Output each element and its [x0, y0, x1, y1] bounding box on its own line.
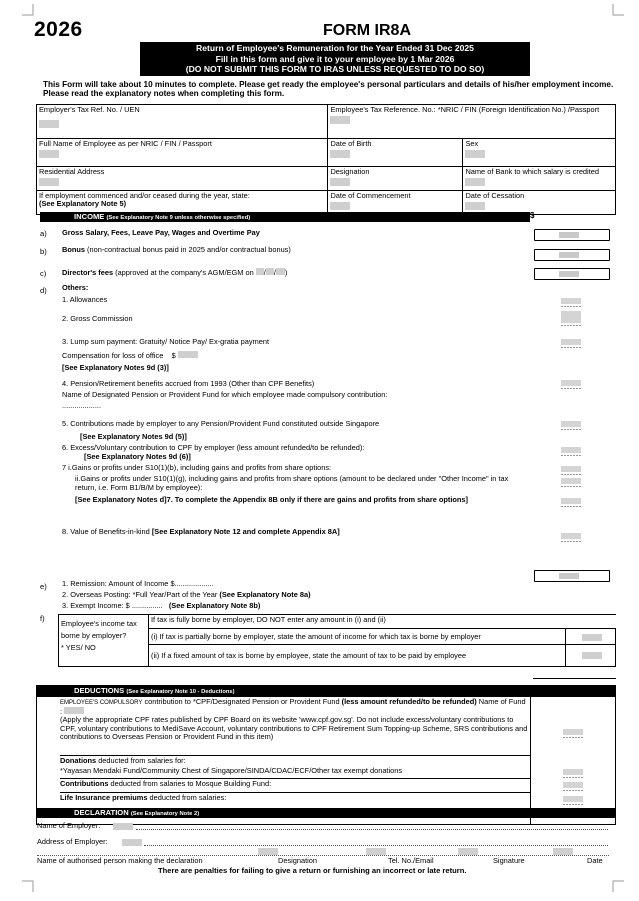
life-bold: Life Insurance premiums — [60, 793, 148, 802]
designation-label: Designation — [330, 167, 370, 176]
tax-fixed-amount[interactable] — [566, 645, 616, 667]
agm-day-field[interactable] — [256, 268, 264, 275]
item-e1-label[interactable]: 1. Remission: Amount of Income $................... — [62, 579, 214, 588]
item-e3-note: (See Explanatory Note 8b) — [168, 601, 261, 610]
item-a-amount[interactable] — [534, 229, 610, 241]
tax-fully-borne-cell — [149, 615, 616, 629]
income-header — [40, 212, 530, 222]
item-e-letter: e) — [40, 582, 47, 591]
date-sign-field[interactable] — [553, 848, 573, 855]
auth-name-label: Name of authorised person making the declaration — [37, 856, 203, 865]
mosque-amount[interactable] — [563, 782, 583, 791]
employer-name-label: Name of Employer: — [37, 821, 101, 830]
corner-mark-bottom-right — [612, 880, 624, 892]
tax-fixed-text: (ii) If a fixed amount of tax is borne by employee, state the amount of tax to be paid by employee — [151, 650, 467, 660]
auth-tel-label: Tel. No./Email — [388, 856, 434, 865]
declaration-header — [36, 808, 616, 818]
form-title: FORM IR8A — [323, 22, 411, 39]
item-e3-text[interactable]: 3. Exempt Income: $ ............... — [62, 601, 163, 610]
item-d1-amount[interactable] — [561, 298, 581, 307]
cpf-lead: EMPLOYEE'S COMPULSORY — [60, 700, 143, 706]
banner-line-3: (DO NOT SUBMIT THIS FORM TO IRAS UNLESS REQUESTED TO DO SO) — [185, 64, 485, 75]
cpf-amount[interactable] — [563, 729, 583, 738]
banner-line-2: Fill in this form and give it to your employee by 1 Mar 2026 — [215, 53, 455, 64]
item-d3-label: 3. Lump sum payment: Gratuity/ Notice Pay/ Ex-gratia payment — [62, 337, 270, 346]
form-banner — [140, 42, 530, 76]
item-d4-fund: Name of Designated Pension or Provident Fund for which employee made compulsory contribution: — [62, 390, 388, 399]
item-d8-amount[interactable] — [561, 533, 581, 542]
full-name-label: Full Name of Employee as per NRIC / FIN / Passport — [39, 139, 212, 148]
employer-tax-ref-label: Employer's Tax Ref. No. / UEN — [39, 105, 140, 114]
address-cell[interactable] — [37, 167, 328, 191]
tax-fixed-cell — [149, 645, 566, 667]
commencement-label: Date of Commencement — [330, 190, 411, 200]
employer-address-line[interactable] — [144, 845, 608, 846]
life-insurance-text — [60, 794, 226, 803]
item-f-letter: f) — [40, 614, 45, 623]
commencement-cell[interactable] — [328, 190, 463, 214]
address-label: Residential Address — [39, 167, 105, 176]
agm-year-field[interactable] — [276, 268, 285, 275]
bank-cell[interactable] — [463, 167, 616, 191]
item-d8-text: 8. Value of Benefits-in-kind — [62, 527, 150, 536]
dob-label: Date of Birth — [330, 139, 372, 148]
item-d3-comp — [62, 351, 198, 361]
designation-cell[interactable] — [328, 167, 463, 191]
designation-sign-field[interactable] — [258, 848, 278, 855]
item-d7ii-amount[interactable] — [561, 478, 581, 487]
item-d8-note: [See Explanatory Note 12 and complete Appendix 8A] — [151, 527, 340, 536]
item-d6-note: [See Explanatory Notes 9d (6)] — [84, 452, 191, 461]
tax-borne-yesno[interactable]: * YES/ NO — [61, 643, 96, 652]
item-b-bold: Bonus — [62, 245, 85, 254]
cessation-cell[interactable] — [463, 190, 616, 214]
item-d2-amount[interactable] — [561, 317, 581, 326]
item-d3-comp-field[interactable] — [178, 351, 198, 358]
employee-tax-ref-cell[interactable] — [328, 105, 616, 139]
item-d1-label: 1. Allowances — [62, 295, 108, 304]
commenced-note: (See Explanatory Note 5) — [39, 199, 127, 209]
sex-label: Sex — [465, 139, 479, 148]
item-b-label — [62, 246, 291, 255]
employee-tax-ref-field[interactable] — [330, 116, 350, 124]
dob-field[interactable] — [330, 150, 350, 158]
item-c-letter: c) — [40, 269, 47, 278]
donations-rest: deducted from salaries for: — [96, 756, 186, 765]
employer-name-line[interactable] — [136, 829, 608, 830]
income-currency: $ — [530, 211, 535, 220]
employee-tax-ref-label: Employee's Tax Reference. No.: *NRIC / FIN (Foreign Identification No.) /Passport — [330, 105, 600, 114]
declaration-header-title: DECLARATION — [74, 808, 129, 817]
item-e2-note: (See Explanatory Note 8a) — [219, 590, 311, 599]
dob-cell[interactable] — [328, 139, 463, 167]
corner-mark-top-left — [22, 4, 34, 16]
contrib-bold: Contributions — [60, 779, 109, 788]
full-name-field[interactable] — [39, 150, 59, 158]
cpf-contribution-text — [60, 698, 528, 741]
commenced-cell — [37, 190, 328, 214]
employer-name-field[interactable] — [113, 823, 133, 830]
auth-designation-label: Designation — [278, 856, 318, 865]
cpf-fund-field[interactable] — [64, 707, 84, 714]
corner-mark-top-right — [612, 4, 624, 16]
mosque-contribution-text — [60, 780, 271, 789]
item-e2-label — [62, 591, 311, 600]
employer-address-label: Address of Employer: — [37, 837, 108, 846]
item-d3-note: [See Explanatory Notes 9d (3)] — [62, 363, 169, 372]
donations-list: *Yayasan Mendaki Fund/Community Chest of Singapore/SINDA/CDAC/ECF/Other tax exempt donations — [60, 766, 403, 775]
item-d5-label: 5. Contributions made by employer to any Pension/Provident Fund constituted outside Singapore — [62, 419, 380, 428]
donations-amount[interactable] — [563, 769, 583, 778]
item-d8-label — [62, 528, 340, 537]
bank-label: Name of Bank to which salary is credited — [465, 167, 599, 176]
item-c-bold: Director's fees — [62, 268, 114, 277]
life-insurance-amount[interactable] — [563, 796, 583, 805]
item-d4-dots[interactable]: ................... — [62, 401, 102, 410]
item-b-amount[interactable] — [534, 249, 610, 261]
tax-borne-label-cell — [59, 615, 149, 667]
deductions-amount-divider — [530, 697, 531, 825]
declaration-header-note: (See Explanatory Note 2) — [130, 811, 200, 817]
item-b-rest: (non-contractual bonus paid in 2025 and/or contractual bonus) — [85, 245, 291, 254]
auth-date-label: Date — [587, 856, 603, 865]
item-d-total-amount[interactable] — [534, 570, 610, 582]
tax-borne-label: Employee's income tax borne by employer? — [61, 619, 137, 640]
corner-mark-bottom-left — [22, 880, 34, 892]
item-d4-label: 4. Pension/Retirement benefits accrued from 1993 (Other than CPF Benefits) — [62, 379, 315, 388]
form-year: 2026 — [34, 18, 83, 41]
item-d-letter: d) — [40, 286, 47, 295]
item-d7i-label: 7 i.Gains or profits under S10(1)(b), including gains and profits from share options: — [62, 463, 332, 472]
commencement-field[interactable] — [330, 202, 350, 210]
employer-tax-ref-cell[interactable] — [37, 105, 328, 139]
deductions-header — [36, 685, 616, 697]
cpf-text: contribution to *CPF/Designated Pension or Provident Fund — [142, 697, 342, 706]
item-e2-text[interactable]: 2. Overseas Posting: *Full Year/Part of the Year — [62, 590, 218, 599]
cessation-field[interactable] — [465, 202, 485, 210]
address-field[interactable] — [39, 178, 59, 186]
cpf-apply-text: (Apply the appropriate CPF rates published by CPF Board on its website 'www.cpf.gov.sg'. Do not include excess/voluntary contributions to CPF, voluntary contributions to MediSave Account, voluntary contributions to CPF Retirement Sum Topping-up Scheme, SRS contributions and contributions to Overseas Pension or Provident Fund in this item) — [60, 715, 528, 741]
donations-bold: Donations — [60, 756, 97, 765]
tax-partial-amount[interactable] — [566, 629, 616, 645]
bank-field[interactable] — [465, 178, 485, 186]
deductions-header-note: (See Explanatory Note 10 - Deductions) — [126, 689, 235, 695]
donations-text — [60, 757, 186, 766]
penalty-notice: There are penalties for failing to give a return or furnishing an incorrect or late return. — [158, 866, 467, 875]
commenced-label: If employment commenced and/or ceased during the year, state: — [39, 190, 250, 200]
employer-tax-ref-field[interactable] — [39, 120, 59, 128]
item-d7ii-label: ii.Gains or profits under S10(1)(g), including gains and profits from share options (amount to be declared under "Other Income" in tax return, i.e. Form B1/B/M by employee): — [75, 474, 509, 492]
item-e3-label — [62, 602, 260, 611]
employer-address-field[interactable] — [122, 839, 142, 846]
item-c-amount[interactable] — [534, 268, 610, 280]
item-d3-comp-currency: $ — [171, 351, 176, 360]
item-d7-note: [See Explanatory Notes d]7. To complete the Appendix 8B only if there are gains and profits from share options] — [75, 495, 469, 504]
designation-field[interactable] — [330, 178, 350, 186]
cpf-bold: (less amount refunded/to be refunded) — [341, 697, 477, 706]
tel-sign-field[interactable] — [366, 848, 386, 855]
full-name-cell[interactable] — [37, 139, 328, 167]
auth-signature-label: Signature — [493, 856, 525, 865]
income-header-note: (See Explanatory Note 9 unless otherwise specified) — [106, 215, 251, 221]
item-d7-total-amount[interactable] — [561, 498, 581, 507]
item-d4-amount[interactable] — [561, 380, 581, 389]
item-a-letter: a) — [40, 229, 47, 238]
item-d3-amount[interactable] — [561, 339, 581, 348]
income-header-title: INCOME — [74, 212, 105, 221]
particulars-table — [36, 104, 616, 215]
income-total-rule — [533, 678, 616, 679]
item-d5-amount[interactable] — [561, 421, 581, 430]
item-d5-note: [See Explanatory Notes 9d (5)] — [80, 432, 187, 441]
tax-fully-borne-text: If tax is fully borne by employer, DO NOT enter any amount in (i) and (ii) — [151, 615, 386, 624]
tax-borne-table — [58, 614, 616, 667]
item-c-label: Director's fees (approved at the company's AGM/EGM on / / ) — [62, 268, 288, 277]
item-b-letter: b) — [40, 247, 47, 256]
item-a-label: Gross Salary, Fees, Leave Pay, Wages and Overtime Pay — [62, 228, 260, 237]
life-rest: deducted from salaries: — [147, 793, 227, 802]
deductions-header-title: DEDUCTIONS — [74, 686, 125, 695]
tax-partial-text: (i) If tax is partially borne by employer, state the amount of income for which tax is borne by employer — [151, 631, 481, 641]
banner-line-1: Return of Employee's Remuneration for the Year Ended 31 Dec 2025 — [196, 43, 474, 53]
item-d3-comp-label: Compensation for loss of office — [62, 351, 164, 360]
cessation-label: Date of Cessation — [465, 190, 525, 200]
tax-partial-cell — [149, 629, 566, 645]
agm-month-field[interactable] — [266, 268, 274, 275]
cpf-fund-label: Name of Fund : — [60, 697, 526, 717]
item-d2-label: 2. Gross Commission — [62, 314, 133, 323]
sex-cell[interactable] — [463, 139, 616, 167]
item-d7i-amount[interactable] — [561, 466, 581, 475]
item-d6-amount[interactable] — [561, 447, 581, 456]
contrib-rest: deducted from salaries to Mosque Building Fund: — [108, 779, 272, 788]
item-d-label: Others: — [62, 283, 89, 292]
item-d6-label: 6. Excess/Voluntary contribution to CPF by employer (less amount refunded/to be refunded): — [62, 443, 365, 452]
signature-sign-field[interactable] — [458, 848, 478, 855]
intro-text: This Form will take about 10 minutes to complete. Please get ready the employee's personal particulars and details of his/her employment income. Please read the explanatory notes when completing this form. — [43, 80, 614, 99]
item-c-rest: (approved at the company's AGM/EGM on — [113, 268, 254, 277]
sex-field[interactable] — [465, 150, 485, 158]
